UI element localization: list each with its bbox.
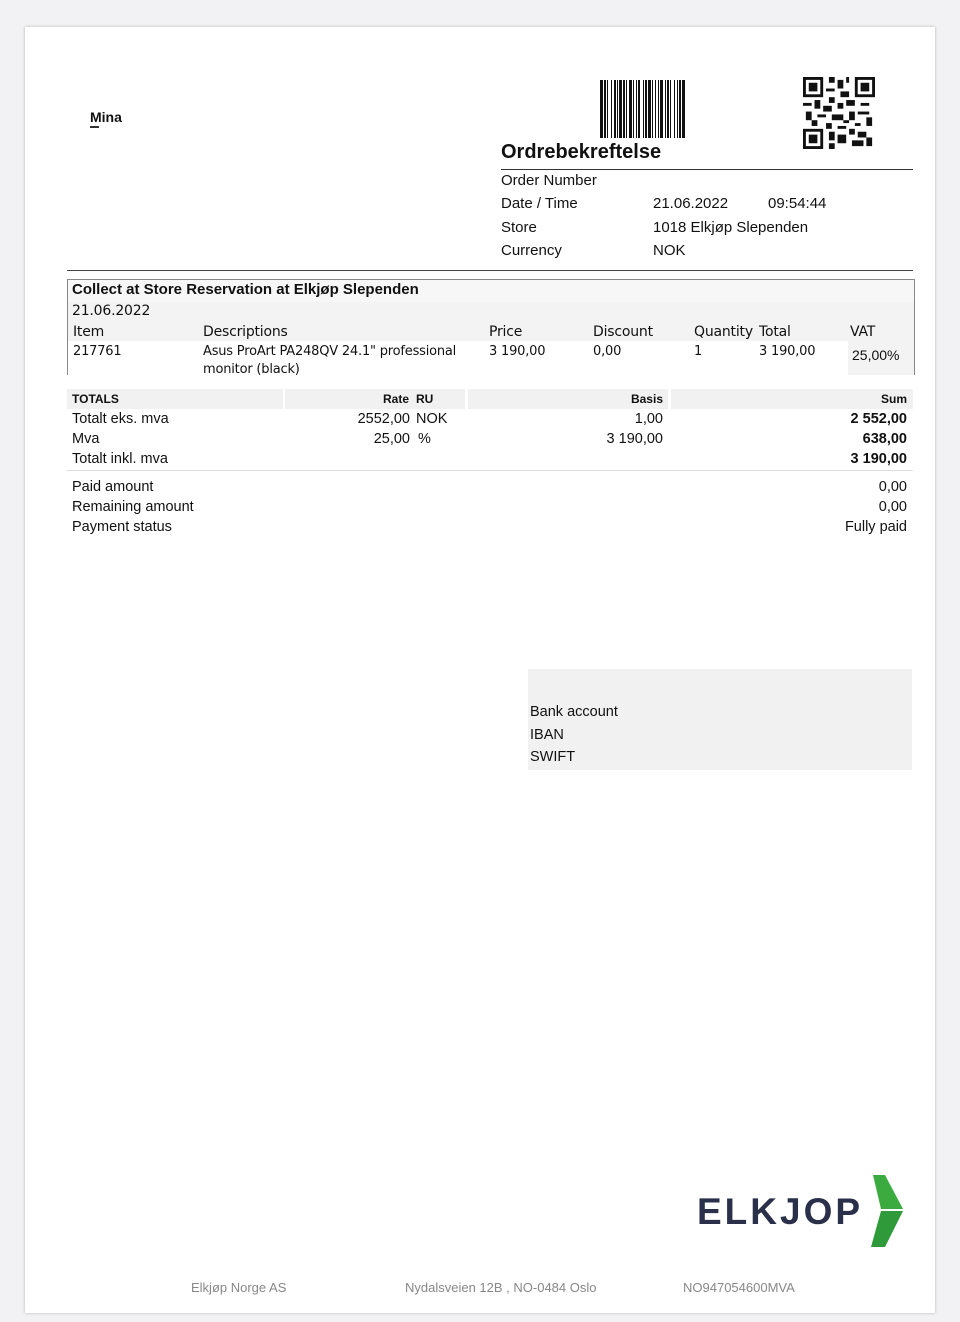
- date-time-label: Date / Time: [501, 195, 578, 212]
- barcode-bar: [638, 80, 640, 138]
- order-number-label: Order Number: [501, 172, 597, 189]
- totals-row-ru: NOK: [416, 411, 448, 427]
- footer-address: Nydalsveien 12B , NO-0484 Oslo: [405, 1280, 597, 1295]
- reservation-date: 21.06.2022: [72, 303, 151, 319]
- total-incl-sum: 3 190,00: [850, 451, 907, 467]
- order-confirmation-page: [25, 27, 935, 1313]
- footer-company: Elkjøp Norge AS: [191, 1280, 287, 1295]
- vat-row-label: Mva: [72, 431, 100, 447]
- row-desc-line2: monitor (black): [203, 362, 300, 377]
- total-incl-label: Totalt inkl. mva: [72, 451, 168, 467]
- vat-row-sum: 638,00: [862, 431, 907, 447]
- barcode-bar: [677, 80, 678, 138]
- totals-row-rate: 2552,00: [357, 411, 410, 427]
- barcode-bar: [682, 80, 685, 138]
- vat-row-ru: %: [418, 431, 431, 447]
- redacted-mark: [90, 126, 99, 128]
- row-vat: 25,00%: [852, 347, 900, 363]
- col-item: Item: [73, 324, 105, 340]
- paid-amount-value: 0,00: [878, 479, 907, 495]
- row-item: 217761: [73, 344, 122, 359]
- barcode-bar: [604, 80, 606, 138]
- basis-header: Basis: [630, 392, 663, 406]
- barcode-bar: [665, 80, 666, 138]
- barcode-bar: [645, 80, 647, 138]
- remaining-amount-value: 0,00: [878, 499, 907, 515]
- paid-amount-label: Paid amount: [72, 479, 154, 495]
- barcode-bar: [667, 80, 669, 138]
- barcode-bar: [648, 80, 651, 138]
- barcode-bar: [617, 80, 618, 138]
- section-divider: [67, 270, 913, 271]
- vat-row-basis: 3 190,00: [606, 431, 663, 447]
- barcode-bar: [607, 80, 608, 138]
- document-title: Ordrebekreftelse: [501, 141, 662, 163]
- logo-wordmark: ELKJOP: [697, 1191, 864, 1232]
- date-value: 21.06.2022: [653, 195, 729, 212]
- remaining-amount-label: Remaining amount: [72, 499, 194, 515]
- totals-header: TOTALS: [72, 392, 119, 406]
- title-divider: [501, 169, 913, 170]
- row-quantity: 1: [694, 344, 703, 359]
- bank-account-label: Bank account: [530, 704, 618, 720]
- barcode-bar: [655, 80, 656, 138]
- currency-value: NOK: [653, 242, 686, 259]
- payment-status-value: Fully paid: [844, 519, 907, 535]
- barcode-bar: [623, 80, 625, 138]
- row-total: 3 190,00: [759, 344, 816, 359]
- col-quantity: Quantity: [694, 324, 753, 340]
- customer-name: Mina: [90, 109, 122, 125]
- payment-status-label: Payment status: [72, 519, 172, 535]
- barcode-bar: [674, 80, 675, 138]
- barcode-bar: [600, 80, 603, 138]
- barcode-bar: [626, 80, 627, 138]
- swift-label: SWIFT: [530, 749, 576, 765]
- row-price: 3 190,00: [489, 344, 546, 359]
- col-total: Total: [759, 324, 791, 340]
- row-desc-line1: Asus ProArt PA248QV 24.1" professional: [203, 344, 457, 359]
- store-label: Store: [501, 219, 537, 236]
- sum-header: Sum: [880, 392, 907, 406]
- totals-row-sum: 2 552,00: [850, 411, 907, 427]
- col-discount: Discount: [593, 324, 653, 340]
- elkjop-logo: [697, 1173, 912, 1249]
- barcode-bar: [611, 80, 612, 138]
- store-value: 1018 Elkjøp Slependen: [653, 219, 809, 236]
- totals-row-label: Totalt eks. mva: [72, 411, 169, 427]
- reservation-title: Collect at Store Reservation at Elkjøp Slependen: [72, 281, 419, 298]
- reservation-row-bg: [68, 341, 848, 379]
- barcode-bar: [629, 80, 632, 138]
- col-vat: VAT: [850, 324, 876, 340]
- barcode-bar: [636, 80, 637, 138]
- barcode-bar: [643, 80, 644, 138]
- barcode-bar: [652, 80, 653, 138]
- barcode-bar: [670, 80, 671, 138]
- rate-header: Rate: [382, 392, 409, 406]
- col-descriptions: Descriptions: [203, 324, 288, 340]
- row-discount: 0,00: [593, 344, 622, 359]
- barcode-bar: [658, 80, 659, 138]
- footer-org-number: NO947054600MVA: [683, 1280, 795, 1295]
- ru-header: RU: [416, 392, 434, 406]
- totals-divider: [67, 470, 913, 471]
- barcode-bar: [660, 80, 663, 138]
- barcode-bar: [633, 80, 634, 138]
- barcode-bar: [679, 80, 681, 138]
- qr-code-icon: [803, 77, 875, 149]
- iban-label: IBAN: [530, 727, 564, 743]
- totals-row-basis: 1,00: [634, 411, 663, 427]
- vat-row-rate: 25,00: [373, 431, 410, 447]
- barcode-bar: [614, 80, 616, 138]
- chevron-logo-icon: [867, 1173, 907, 1249]
- time-value: 09:54:44: [768, 195, 827, 212]
- currency-label: Currency: [501, 242, 562, 259]
- barcode-bar: [619, 80, 622, 138]
- col-price: Price: [489, 324, 523, 340]
